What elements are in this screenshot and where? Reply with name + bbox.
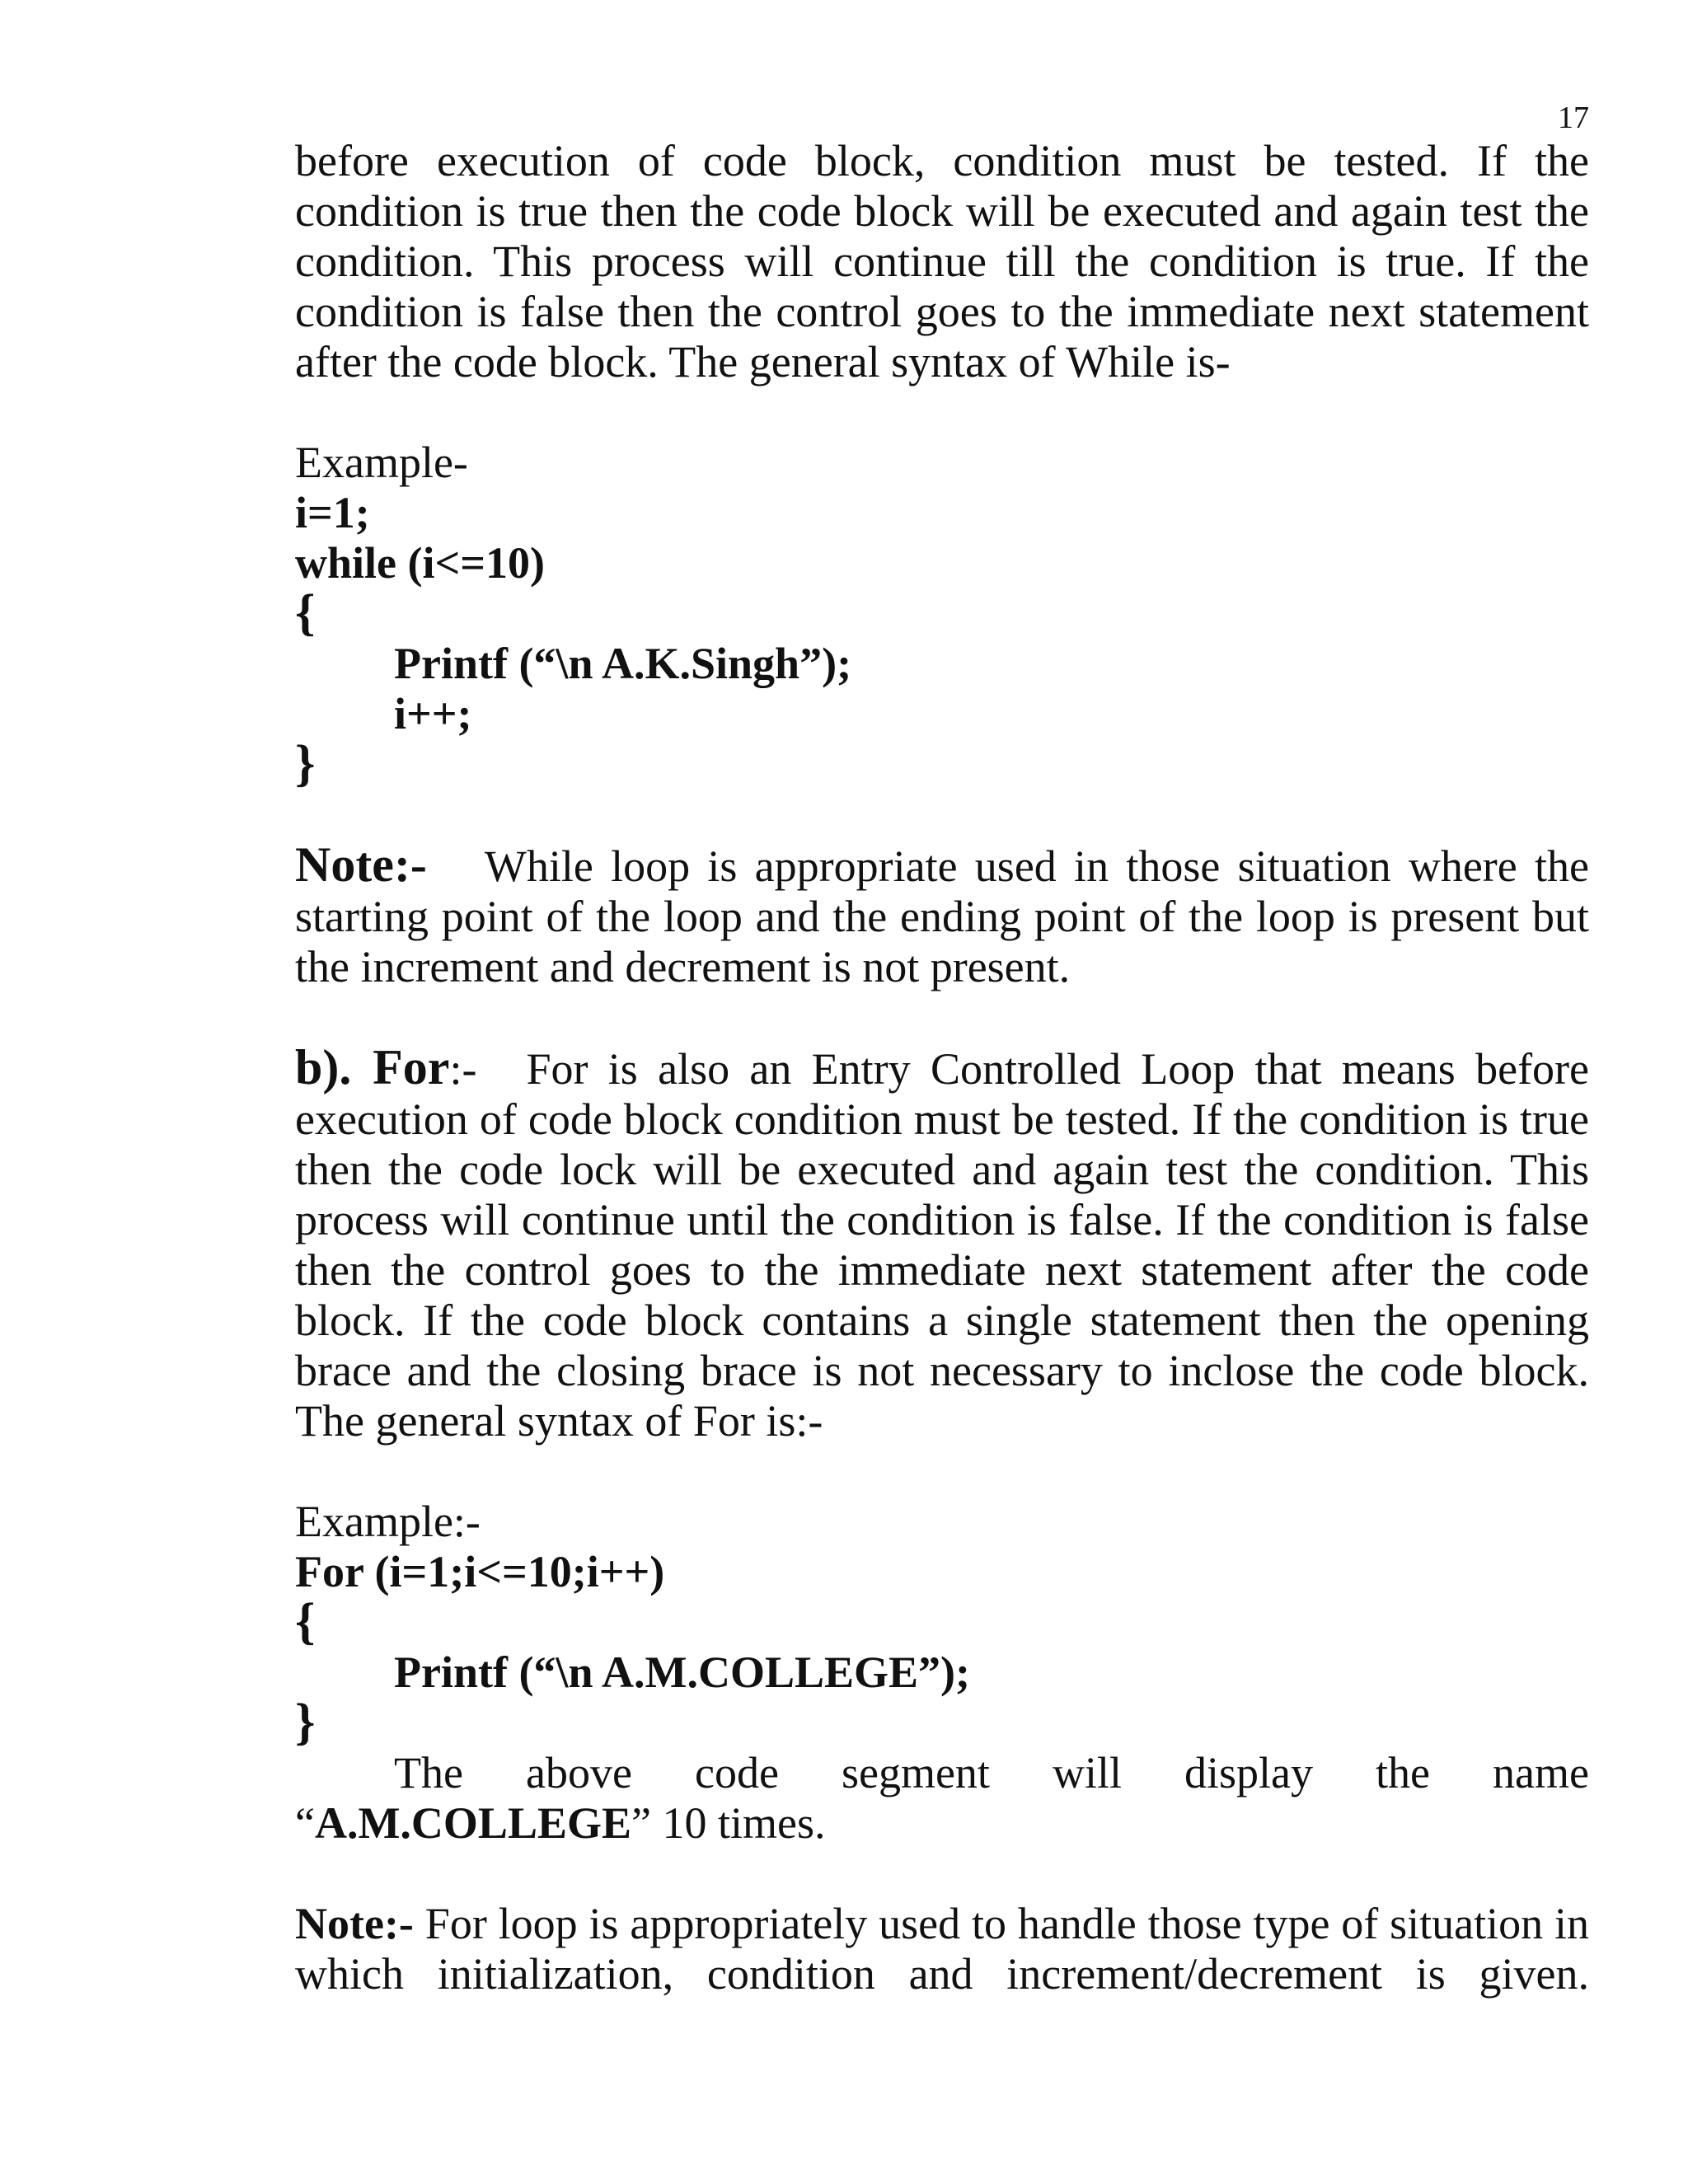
while-code-line-condition: while (i<=10) [295,538,546,588]
while-code-close-brace: } [295,736,316,792]
while-code-line-printf: Printf (“\n A.K.Singh”); [394,639,852,688]
for-heading-suffix: :- [449,1044,477,1094]
for-display-paragraph [295,1748,1589,1849]
for-display-text-after: ” 10 times. [631,1798,826,1848]
for-code-close-brace: } [295,1694,316,1750]
while-code-line-init: i=1; [295,488,370,537]
for-example-label: Example:- [295,1497,481,1546]
while-example-label: Example- [295,438,468,487]
spacer [295,790,1589,840]
for-intro-text: For is also an Entry Controlled Loop that means before execution of code block condition must be tested. If the condition is true then the code lock will be executed and again test the condition. This process will continue until the condition is false. If the condition is false then the control goes to the immediate next statement after the code block. If the code block contains a single statement then the opening brace and the closing brace is not necessary to inclose the code block. The general syntax of For is:- [295,1044,1589,1446]
while-note-paragraph [295,837,1589,992]
for-code-line-header: For (i=1;i<=10;i++) [295,1547,665,1596]
for-code-open-brace: { [295,1594,316,1650]
while-note-label: Note:- [295,837,427,892]
spacer [295,1446,1589,1497]
for-code-line-printf: Printf (“\n A.M.COLLEGE”); [394,1647,970,1697]
for-intro-paragraph [295,1040,1589,1446]
for-heading: b). For [295,1040,450,1094]
for-display-text-before: The above code segment will display the name “ [295,1748,1589,1848]
spacer [295,387,1589,438]
for-display-text-bold: A.M.COLLEGE [314,1798,632,1848]
page-number: 17 [1558,101,1589,135]
while-code-open-brace: { [295,585,316,641]
for-note-paragraph [295,1899,1589,1999]
for-note-label: Note:- [295,1899,414,1948]
spacer [295,992,1589,1043]
while-code-line-increment: i++; [394,689,472,738]
for-note-text: For loop is appropriately used to handle those type of situation in which initialization, condition and increment/decrement is given. [295,1899,1589,1999]
while-note-text: While loop is appropriate used in those situation where the starting point of the loop and the ending point of the loop is present but the increment and decrement is not present. [295,841,1589,991]
while-intro-paragraph: before execution of code block, condition must be tested. If the condition is true then the code block will be executed and again test the condition. This process will continue till the condition is true. If the condition is false then the control goes to the immediate next statement after the code block. The general syntax of While is- [295,136,1589,387]
spacer [295,1849,1589,1899]
page-content [295,136,1589,1999]
